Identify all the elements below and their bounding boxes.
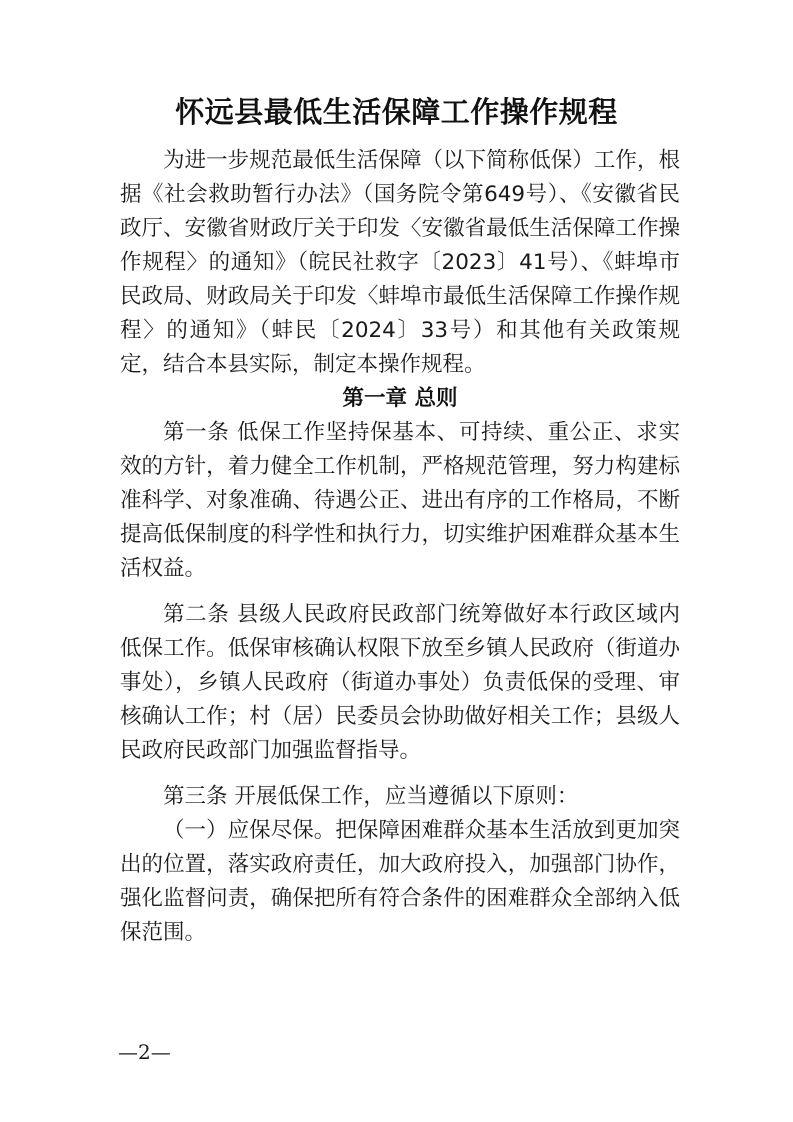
article-2-paragraph: 第二条 县级人民政府民政部门统筹做好本行政区域内低保工作。低保审核确认权限下放至乡镇人民政府（街道办事处），乡镇人民政府（街道办事处）负责低保的受理、审核确认工作；村（居）民委员会协助做好相关工作；县级人民政府民政部门加强监督指导。 [120,602,680,763]
principle-1-paragraph: （一）应保尽保。把保障困难群众基本生活放到更加突出的位置，落实政府责任，加大政府投入，加强部门协作，强化监督问责，确保把所有符合条件的困难群众全部纳入低保范围。 [120,818,680,945]
document-title: 怀远县最低生活保障工作操作规程 [175,95,618,129]
page-number: —2— [118,1040,171,1064]
preamble-paragraph: 为进一步规范最低生活保障（以下简称低保）工作，根据《社会救助暂行办法》（国务院令第649号）、《安徽省民政厅、安徽省财政厅关于印发〈安徽省最低生活保障工作操作规程〉的通知》（皖民社救字〔2023〕41号）、《蚌埠市民政局、财政局关于印发〈蚌埠市最低生活保障工作操作规程〉的通知》（蚌民〔2024〕33号）和其他有关政策规定，结合本县实际，制定本操作规程。 [120,148,680,377]
chapter-heading: 第一章 总则 [342,386,458,411]
document-body [120,144,680,950]
article-3-paragraph: 第三条 开展低保工作，应当遵循以下原则： [163,784,579,809]
article-1-paragraph: 第一条 低保工作坚持保基本、可持续、重公正、求实效的方针，着力健全工作机制，严格规范管理，努力构建标准科学、对象准确、待遇公正、进出有序的工作格局，不断提高低保制度的科学性和执行力，切实维护困难群众基本生活权益。 [120,420,680,581]
